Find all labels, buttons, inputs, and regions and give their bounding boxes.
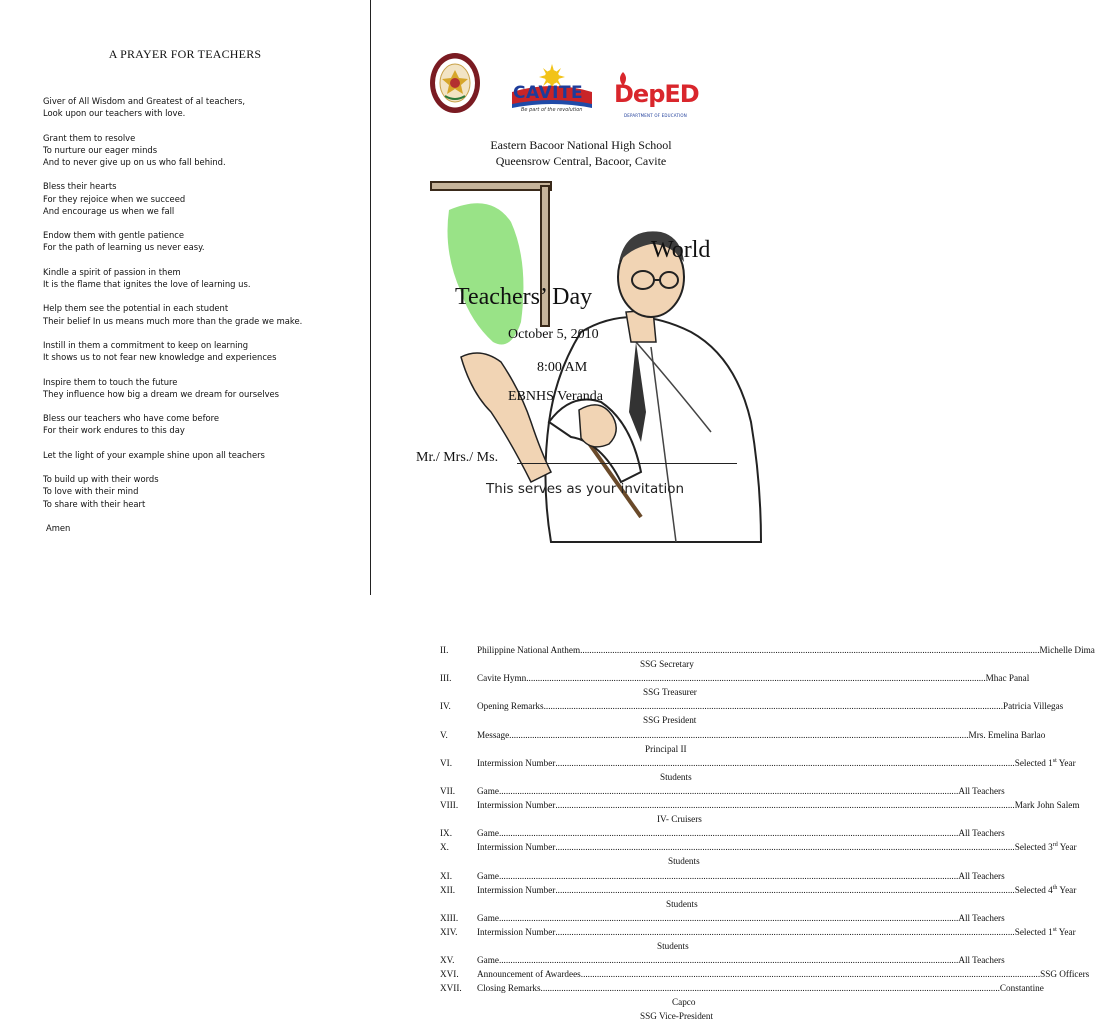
program-performer-name: Mhac Panal (985, 673, 1030, 684)
program-title: Intermission Number (477, 926, 556, 937)
cavite-wordmark: CAVITE (513, 83, 584, 103)
cavite-tagline: Be part of the revolution (521, 107, 583, 113)
program-performer-role: Students (666, 898, 698, 909)
prayer-line: To share with their heart (43, 498, 146, 509)
program-item (440, 671, 1030, 699)
program-title: Game (477, 785, 499, 796)
program-number: VII. (440, 785, 456, 796)
program-number: XI. (440, 870, 452, 881)
program-performer-name: Mark John Salem (1014, 800, 1080, 811)
program-performer-name: All Teachers (958, 912, 1005, 923)
program-performer-tail: Year (1057, 842, 1077, 853)
program-performer (1040, 967, 1089, 981)
prayer-line: Instill in them a commitment to keep on learning (43, 339, 249, 350)
school-seal-logo (429, 52, 481, 119)
program-title: Game (477, 870, 499, 881)
program-leader-dots: ........................................................................................................................................................................................................ (509, 729, 969, 740)
program-item (440, 643, 1095, 671)
prayer-line: To love with their mind (43, 486, 139, 497)
event-venue: EBNHS Veranda (508, 389, 604, 404)
program-title: Game (477, 912, 499, 923)
program-performer (1015, 840, 1077, 854)
program-number: IV. (440, 701, 451, 712)
prayer-line: Bless our teachers who have come before (43, 413, 220, 424)
prayer-line: It is the flame that ignites the love of learning us. (43, 278, 251, 289)
program-title: Intermission Number (477, 757, 556, 768)
prayer-line: It shows us to not fear new knowledge and experiences (43, 352, 277, 363)
program-item (440, 756, 1076, 784)
prayer-line: Their belief In us means much more than the grade we make. (43, 315, 303, 326)
prayer-line: Look upon our teachers with love. (43, 108, 186, 119)
prayer-line: For the path of learning us never easy. (43, 242, 205, 253)
program-performer-role: Capco (672, 997, 696, 1008)
event-title-line2: Teachers’ Day (455, 284, 593, 310)
program-performer (986, 671, 1030, 685)
program-title: Intermission Number (477, 800, 556, 811)
prayer-stanza (43, 229, 363, 253)
prayer-line: Bless their hearts (43, 181, 117, 192)
prayer-line: They influence how big a dream we dream for ourselves (43, 388, 280, 399)
program-number: X. (440, 842, 449, 853)
event-time: 8:00 AM (537, 360, 588, 375)
school-name: Eastern Bacoor National High School (490, 138, 672, 152)
prayer-line: For their work endures to this day (43, 425, 185, 436)
prayer-stanza (43, 339, 363, 363)
program-performer-name: All Teachers (958, 785, 1005, 796)
prayer-stanza (43, 132, 363, 169)
prayer-line: Let the light of your example shine upon all teachers (43, 449, 265, 460)
deped-subtitle: DEPARTMENT OF EDUCATION (624, 113, 687, 118)
invitation-cover (371, 0, 768, 595)
prayer-line: Kindle a spirit of passion in them (43, 266, 181, 277)
program-performer (958, 826, 1004, 840)
program-title: Game (477, 828, 499, 839)
program-item (440, 953, 1005, 967)
program-performer-ordinal: rd (1052, 842, 1058, 849)
invitee-salutation: Mr./ Mrs./ Ms. (416, 450, 499, 465)
program-item (440, 925, 1076, 953)
prayer-stanza (43, 180, 363, 217)
program-leader-dots: ........................................................................................................................................................................................................ (498, 955, 959, 966)
program-leader-dots: ........................................................................................................................................................................................................ (540, 983, 1000, 994)
program-leader-dots: ........................................................................................................................................................................................................ (555, 800, 1015, 811)
program-performer (1003, 699, 1063, 713)
prayer-stanza (43, 266, 363, 290)
program-performer-ordinal: st (1052, 926, 1057, 933)
program-item (440, 728, 1046, 756)
program-performer-role: SSG Vice-President (640, 1011, 714, 1022)
program-performer-name: Mrs. Emelina Barlao (968, 729, 1046, 740)
program-leader-dots: ........................................................................................................................................................................................................ (555, 926, 1015, 937)
program-number: VI. (440, 757, 452, 768)
prayer-line: To nurture our eager minds (43, 144, 158, 155)
program-item (440, 981, 1044, 1023)
program-leader-dots: ........................................................................................................................................................................................................ (526, 673, 986, 684)
program-number: XVII. (440, 983, 462, 994)
program-title: Intermission Number (477, 884, 556, 895)
prayer-panel (0, 0, 370, 595)
program-item (440, 784, 1005, 798)
prayer-line: For they rejoice when we succeed (43, 193, 186, 204)
program-performer (1000, 981, 1044, 995)
program-number: XIV. (440, 926, 458, 937)
program-performer-tail: Year (1056, 757, 1076, 768)
program-performer-name: Constantine (999, 983, 1044, 994)
event-title-line1: World (651, 237, 711, 263)
program-performer-role: IV- Cruisers (657, 814, 702, 825)
program-performer-name: All Teachers (958, 955, 1005, 966)
program-item (440, 883, 1077, 911)
program-title: Cavite Hymn (477, 673, 527, 684)
prayer-line: Giver of All Wisdom and Greatest of al teachers, (43, 96, 246, 106)
prayer-line: And encourage us when we fall (43, 205, 175, 216)
invitee-name-line (517, 463, 737, 464)
program-performer-role: Principal II (645, 743, 687, 754)
program-title: Philippine National Anthem (477, 645, 581, 655)
program-performer (1015, 798, 1080, 812)
program-leader-dots: ........................................................................................................................................................................................................ (498, 785, 959, 796)
prayer-line: Inspire them to touch the future (43, 376, 178, 387)
program-performer-tail: Year (1056, 926, 1076, 937)
prayer-line: Help them see the potential in each student (43, 303, 229, 314)
program-item (440, 911, 1005, 925)
program-title: Opening Remarks (477, 701, 544, 712)
program-list (440, 643, 1095, 1024)
program-number: XIII. (440, 912, 459, 923)
program-item (440, 869, 1005, 883)
program-performer-tail: Year (1057, 884, 1077, 895)
program-performer-name: All Teachers (958, 828, 1005, 839)
program-performer (1015, 883, 1077, 897)
program-leader-dots: ........................................................................................................................................................................................................ (498, 870, 959, 881)
program-item (440, 840, 1077, 868)
program-performer-name: Selected 3 (1014, 842, 1053, 853)
program-performer-ordinal: th (1052, 884, 1058, 891)
program-title: Message (477, 729, 510, 740)
program-performer (958, 953, 1004, 967)
program-performer-name: Selected 1 (1014, 757, 1053, 768)
program-leader-dots: ........................................................................................................................................................................................................ (580, 645, 1040, 655)
invitation-note: This serves as your invitation (486, 481, 685, 497)
program-performer (1015, 925, 1076, 939)
program-performer-name: Patricia Villegas (1002, 701, 1064, 712)
prayer-stanza (43, 473, 363, 510)
program-performer (1015, 756, 1076, 770)
program-number: VIII. (440, 800, 459, 811)
prayer-stanza (43, 449, 363, 461)
program-number: V. (440, 729, 448, 740)
program-leader-dots: ........................................................................................................................................................................................................ (498, 828, 959, 839)
prayer-line: Grant them to resolve (43, 132, 136, 143)
program-number: XVI. (440, 969, 459, 980)
prayer-stanza (43, 412, 363, 436)
prayer-stanza (43, 302, 363, 326)
program-performer (958, 784, 1004, 798)
deped-wordmark: DepED (614, 80, 699, 108)
program-number: II. (440, 645, 449, 655)
prayer-line: Endow them with gentle patience (43, 230, 185, 241)
program-item (440, 967, 1090, 981)
prayer-stanza (43, 95, 363, 119)
program-performer-role: SSG President (643, 715, 697, 726)
prayer-line: And to never give up on us who fall behind. (43, 157, 226, 167)
program-title: Intermission Number (477, 842, 556, 853)
program-leader-dots: ........................................................................................................................................................................................................ (580, 969, 1041, 980)
program-performer-role: Students (668, 856, 700, 867)
prayer-line: To build up with their words (43, 474, 159, 485)
program-number: III. (440, 673, 452, 684)
program-leader-dots: ........................................................................................................................................................................................................ (555, 757, 1015, 768)
program-title: Game (477, 955, 499, 966)
program-performer (958, 911, 1004, 925)
prayer-stanzas (43, 95, 363, 534)
program-item (440, 826, 1005, 840)
program-performer-name: All Teachers (958, 870, 1005, 881)
program-leader-dots: ........................................................................................................................................................................................................ (555, 842, 1015, 853)
program-title: Closing Remarks (477, 983, 541, 994)
program-leader-dots: ........................................................................................................................................................................................................ (498, 912, 959, 923)
program-performer-role: Students (657, 940, 689, 951)
program-leader-dots: ........................................................................................................................................................................................................ (555, 884, 1015, 895)
program-performer-name: Selected 1 (1014, 926, 1053, 937)
program-item (440, 798, 1080, 826)
program-performer-name: SSG Officers (1040, 969, 1090, 980)
prayer-closing: Amen (46, 522, 71, 533)
program-performer-role: SSG Treasurer (643, 687, 697, 698)
event-date: October 5, 2010 (508, 327, 599, 342)
school-header (451, 137, 711, 169)
program-performer-role: SSG Secretary (640, 659, 694, 670)
program-performer-ordinal: st (1052, 757, 1057, 764)
program-performer (969, 728, 1046, 742)
program-performer-role: Students (660, 771, 692, 782)
program-performer-name: Selected 4 (1014, 884, 1053, 895)
prayer-stanza (43, 376, 363, 400)
prayer-title: A PRAYER FOR TEACHERS (108, 47, 262, 61)
program-number: XII. (440, 884, 456, 895)
school-address: Queensrow Central, Bacoor, Cavite (495, 154, 667, 168)
program-number: XV. (440, 955, 455, 966)
program-performer-name: Michelle Dima (1039, 645, 1095, 655)
program-number: IX. (440, 828, 452, 839)
program-performer (1039, 643, 1094, 657)
program-title: Announcement of Awardees (477, 969, 581, 980)
program-leader-dots: ........................................................................................................................................................................................................ (543, 701, 1003, 712)
program-performer (958, 869, 1004, 883)
program-item (440, 699, 1064, 727)
